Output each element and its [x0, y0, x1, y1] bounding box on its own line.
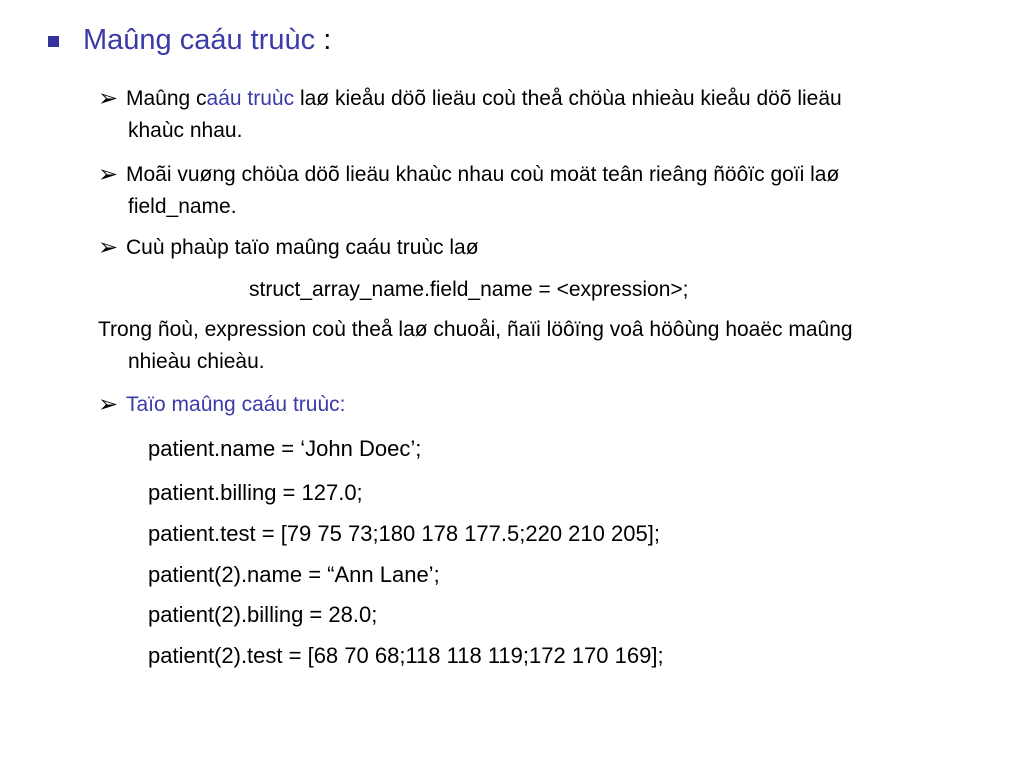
bullet-text-highlight: aáu truùc [206, 87, 295, 110]
square-bullet-icon [48, 36, 59, 47]
code-line: patient(2).billing = 28.0; [148, 602, 378, 627]
bullet-text-continuation: field_name. [128, 195, 237, 218]
bullet-field-name [98, 159, 988, 223]
code-line: patient.billing = 127.0; [148, 480, 363, 505]
code-line: patient.name = ‘John Doec’; [148, 436, 422, 461]
bullet-text: Moãi vuøng chöùa döõ lieäu khaùc nhau coù moät teân rieâng ñöôïc goïi laø [126, 163, 840, 186]
arrow-bullet-icon: ➢ [98, 391, 119, 418]
syntax-line: struct_array_name.field_name = <expression>; [249, 278, 689, 301]
note-text: Trong ñoù, expression coù theå laø chuoåi, ñaïi löôïng voâ höôùng hoaëc maûng [98, 318, 853, 341]
bullet-text-pre: Maûng c [126, 87, 207, 110]
arrow-bullet-icon: ➢ [98, 234, 119, 261]
bullet-text-post: laø kieåu döõ lieäu coù theå chöùa nhieàu kieåu döõ lieäu [294, 87, 842, 110]
code-line: patient(2).name = “Ann Lane’; [148, 562, 440, 587]
bullet-create-struct-array [98, 389, 988, 421]
slide-title [48, 26, 331, 55]
bullet-text: Taïo maûng caáu truùc: [126, 393, 346, 416]
bullet-syntax-intro [98, 232, 988, 264]
expression-note [98, 314, 988, 378]
bullet-struct-array-definition [98, 83, 988, 147]
bullet-text: Cuù phaùp taïo maûng caáu truùc laø [126, 236, 479, 259]
code-line: patient(2).test = [68 70 68;118 118 119;172 170 169]; [148, 643, 664, 668]
title-text [83, 26, 331, 55]
code-line: patient.test = [79 75 73;180 178 177.5;220 210 205]; [148, 521, 660, 546]
title-colon: : [315, 24, 332, 56]
note-text-continuation: nhieàu chieàu. [128, 350, 265, 373]
arrow-bullet-icon: ➢ [98, 85, 119, 112]
bullet-text-continuation: khaùc nhau. [128, 119, 243, 142]
arrow-bullet-icon: ➢ [98, 161, 119, 188]
title-main: Maûng caáu truùc [83, 24, 316, 56]
